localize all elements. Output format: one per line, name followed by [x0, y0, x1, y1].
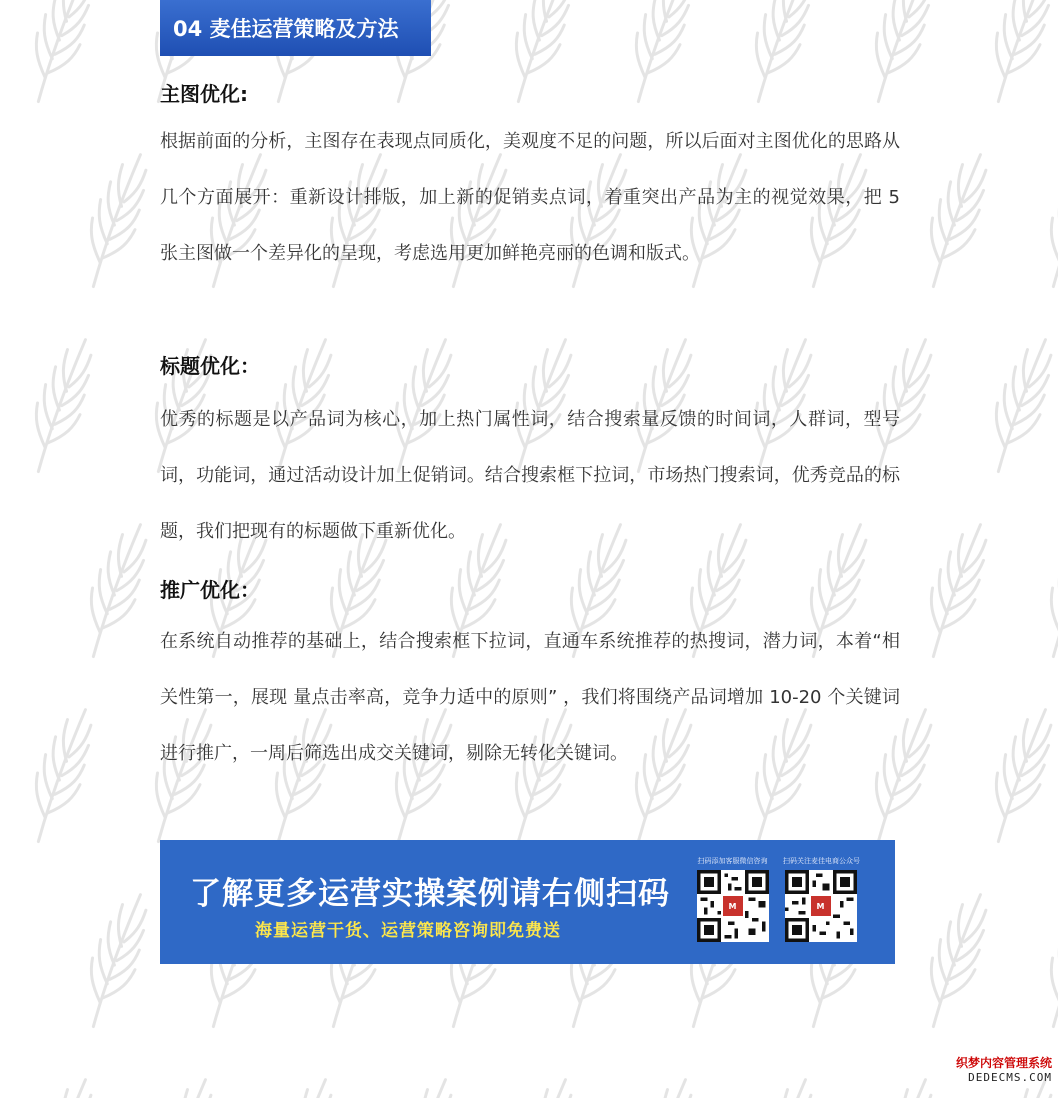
watermark-leaf-icon	[848, 0, 951, 116]
section-header-badge	[160, 0, 431, 56]
banner-subline: 海量运营干货、运营策略咨询即免费送	[255, 921, 561, 941]
watermark-leaf-icon	[608, 1064, 711, 1098]
watermark-leaf-icon	[368, 1064, 471, 1098]
watermark-leaf-icon	[848, 1064, 951, 1098]
qr-logo-icon: M	[723, 896, 743, 916]
section-body-promotion: 在系统自动推荐的基础上，结合搜索框下拉词，直通车系统推荐的热搜词，潜力词，本着“相关性第一，展现 量点击率高，竞争力适中的原则” ，我们将围绕产品词增加 10-20 个关键词进行推广，一周后筛选出成交关键词，剔除无转化关键词。	[160, 631, 900, 764]
qr-code-icon	[785, 870, 857, 942]
watermark-leaf-icon	[63, 139, 166, 300]
watermark-leaf-icon	[1023, 879, 1058, 1040]
qr-block-official-account[interactable]	[783, 856, 858, 942]
watermark-leaf-icon	[63, 879, 166, 1040]
watermark-leaf-icon	[1023, 509, 1058, 670]
section-body-main-image: 根据前面的分析，主图存在表现点同质化，美观度不足的问题，所以后面对主图优化的思路从几个方面展开：重新设计排版，加上新的促销卖点词，着重突出产品为主的视觉效果，把 5 张主图做一个差异化的呈现，考虑选用更加鲜艳亮丽的色调和版式。	[160, 131, 900, 264]
banner-headline: 了解更多运营实操案例请右侧扫码	[190, 876, 670, 912]
watermark-leaf-icon	[1023, 139, 1058, 300]
qr-caption-wechat: 扫码添加客服微信咨询	[697, 857, 768, 865]
section-header-title: 04 麦佳运营策略及方法	[173, 17, 399, 41]
qr-code-icon	[697, 870, 769, 942]
watermark-leaf-icon	[63, 509, 166, 670]
watermark-leaf-icon	[608, 0, 711, 116]
watermark-leaf-icon	[8, 1064, 111, 1098]
section-title-main-image: 主图优化:	[160, 82, 248, 106]
promo-banner[interactable]	[160, 840, 895, 964]
section-title-promotion: 推广优化：	[160, 578, 260, 602]
watermark-leaf-icon	[728, 1064, 831, 1098]
section-title-title-optimization: 标题优化：	[160, 354, 260, 378]
watermark-leaf-icon	[8, 324, 111, 485]
qr-block-wechat[interactable]	[695, 856, 770, 942]
footer-watermark-cn: 织梦内容管理系统	[955, 1056, 1052, 1070]
footer-watermark[interactable]	[956, 1054, 1052, 1084]
watermark-leaf-icon	[903, 509, 1006, 670]
footer-watermark-en: DEDECMS.COM	[968, 1071, 1052, 1084]
watermark-leaf-icon	[903, 879, 1006, 1040]
watermark-leaf-icon	[968, 324, 1058, 485]
watermark-leaf-icon	[968, 0, 1058, 116]
watermark-leaf-icon	[248, 1064, 351, 1098]
watermark-leaf-icon	[488, 0, 591, 116]
watermark-leaf-icon	[968, 694, 1058, 855]
watermark-leaf-icon	[128, 1064, 231, 1098]
watermark-leaf-icon	[728, 0, 831, 116]
qr-caption-official-account: 扫码关注麦佳电商公众号	[783, 857, 860, 865]
watermark-leaf-icon	[903, 139, 1006, 300]
watermark-leaf-icon	[488, 1064, 591, 1098]
watermark-leaf-icon	[8, 0, 111, 116]
watermark-leaf-icon	[8, 694, 111, 855]
section-body-title-optimization: 优秀的标题是以产品词为核心，加上热门属性词，结合搜索量反馈的时间词，人群词，型号词，功能词，通过活动设计加上促销词。结合搜索框下拉词，市场热门搜索词，优秀竞品的标题，我们把现有的标题做下重新优化。	[160, 409, 900, 542]
qr-logo-icon: M	[811, 896, 831, 916]
